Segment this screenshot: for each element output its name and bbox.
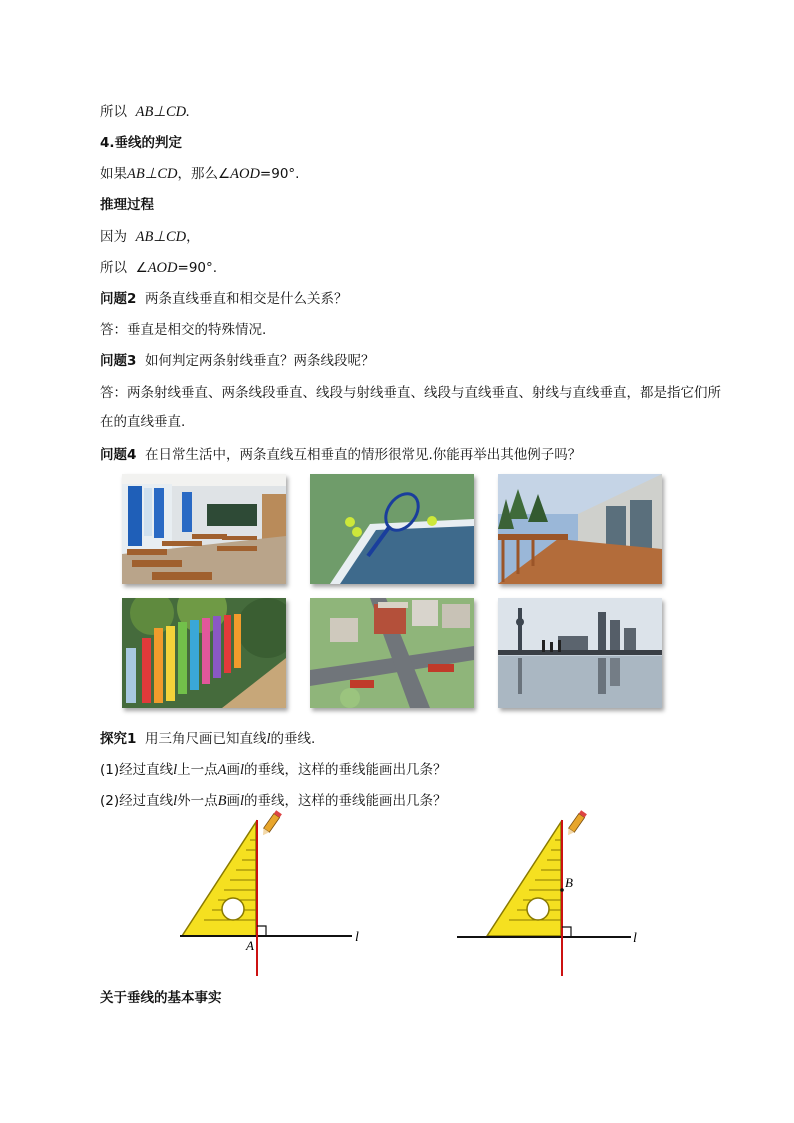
set-square	[182, 822, 256, 936]
reasoning-heading: 推理过程	[100, 197, 154, 213]
because-line	[100, 227, 200, 247]
point-a-label: A	[246, 938, 254, 953]
pencil-icon	[260, 810, 282, 837]
set-square	[487, 822, 561, 936]
text: 的垂线.	[270, 731, 316, 747]
math-text: A	[217, 762, 227, 778]
math-text: l	[240, 793, 245, 809]
text: ，	[186, 229, 200, 245]
exploration-1a	[100, 760, 447, 780]
answer-2: 答：垂直是相交的特殊情况.	[100, 322, 267, 338]
math-text: B	[217, 793, 227, 809]
exploration-1b	[100, 791, 447, 811]
line-l-label: l	[633, 931, 637, 946]
exploration-1	[100, 729, 315, 749]
text: =90°.	[177, 260, 218, 276]
text: 所以	[100, 260, 127, 276]
text: 所以	[100, 104, 127, 120]
tennis-photo	[310, 474, 474, 584]
right-angle-mark	[257, 926, 266, 936]
math-text: AB⊥CD	[127, 166, 178, 182]
question-4	[100, 445, 581, 465]
section-heading: 4.垂线的判定	[100, 135, 183, 151]
exploration-label: 探究1	[100, 731, 137, 747]
text: =90°.	[259, 166, 300, 182]
math-text: l	[173, 762, 178, 778]
right-angle-mark	[562, 927, 571, 937]
text: 画	[226, 762, 241, 778]
math-text: AB⊥CD	[135, 229, 187, 245]
question-text: 在日常生活中，两条直线互相垂直的情形很常见.你能再举出其他例子吗？	[145, 447, 582, 463]
therefore-line	[100, 258, 217, 278]
deck-photo	[498, 474, 662, 584]
math-text: AOD	[147, 260, 178, 276]
text: 的垂线，这样的垂线能画出几条？	[244, 762, 447, 778]
skyline-photo	[498, 598, 662, 708]
question-label: 问题3	[100, 353, 137, 369]
math-text: AOD	[230, 166, 260, 182]
text: (1)经过直线	[100, 762, 174, 778]
left-set-square-figure	[170, 810, 370, 980]
text: 外一点	[177, 793, 218, 809]
fence-photo	[122, 598, 286, 708]
question-label: 问题2	[100, 291, 137, 307]
math-text: AB⊥CD.	[135, 104, 190, 120]
set-square-hole	[527, 898, 549, 920]
pencil-icon	[565, 810, 587, 837]
right-set-square-figure	[455, 810, 655, 980]
conclusion-line-1	[100, 102, 190, 122]
set-square-hole	[222, 898, 244, 920]
question-3	[100, 351, 375, 371]
classroom-photo	[122, 474, 286, 584]
point-b-label: B	[565, 875, 573, 890]
text: 的垂线，这样的垂线能画出几条？	[244, 793, 447, 809]
math-text: l	[240, 762, 245, 778]
intersection-photo	[310, 598, 474, 708]
math-text: l	[173, 793, 178, 809]
text: ，那么∠	[177, 166, 231, 182]
line-l-label: l	[355, 930, 359, 945]
math-text: l	[266, 731, 271, 747]
text: 因为	[100, 229, 127, 245]
theorem-line	[100, 164, 299, 184]
basic-fact-heading: 关于垂线的基本事实	[100, 990, 222, 1006]
text: 如果	[100, 166, 127, 182]
point-b	[560, 888, 564, 892]
answer-3: 答：两条射线垂直、两条线段垂直、线段与射线垂直、线段与直线垂直、射线与直线垂直，都是指它们所在的直线垂直.	[100, 385, 721, 430]
question-text: 两条直线垂直和相交是什么关系？	[145, 291, 348, 307]
question-label: 问题4	[100, 447, 137, 463]
question-2	[100, 289, 348, 309]
text: 用三角尺画已知直线	[145, 731, 267, 747]
text: 上一点	[177, 762, 218, 778]
text: ∠	[135, 260, 148, 276]
text: 画	[226, 793, 241, 809]
question-text: 如何判定两条射线垂直？两条线段呢？	[145, 353, 375, 369]
text: (2)经过直线	[100, 793, 174, 809]
